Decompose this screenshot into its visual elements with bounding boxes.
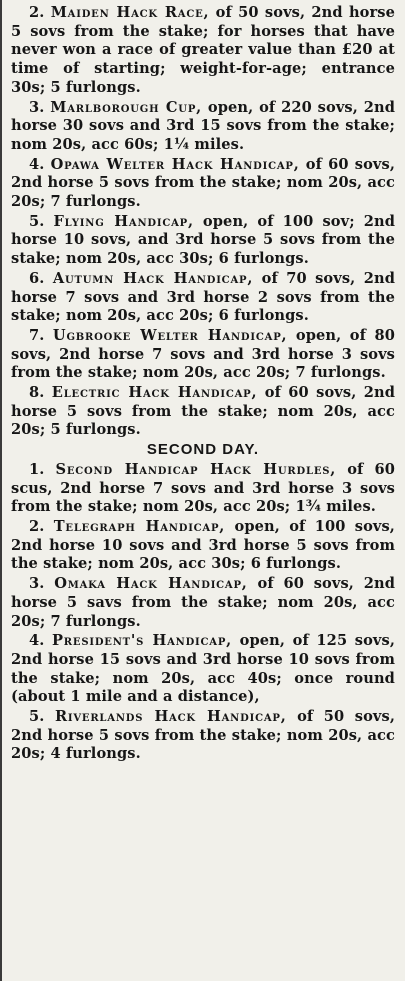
race-name: Autumn Hack Handicap, [52, 269, 254, 287]
race-number: 2. [29, 517, 45, 535]
race-number: 4. [29, 632, 45, 650]
race-number: 3. [29, 98, 45, 116]
race-details: of 50 sovs, 2nd horse 5 sovs from the stake; for horses that have never won a race of greater value than £20 at time of starting; weight-for-age; entrance 30s; 5 furlongs. [11, 4, 395, 96]
race-name: Maiden Hack Race, [50, 4, 210, 21]
race-name: Opawa Welter Hack Handicap, [50, 155, 300, 173]
race-entry [11, 213, 395, 269]
race-number: 8. [29, 384, 45, 402]
race-number: 5. [29, 212, 45, 230]
race-entry [11, 270, 395, 326]
race-entry [11, 575, 395, 631]
race-details: of 60 sovs, 2nd horse 5 savs from the stake; nom 20s, acc 20s; 7 furlongs. [11, 575, 396, 630]
race-details: open, of 80 sovs, 2nd horse 7 sovs and 3rd horse 3 sovs from the stake; nom 20s, acc 20s; 7 furlongs. [11, 326, 395, 382]
race-number: 2. [29, 4, 45, 21]
race-entry [11, 518, 395, 574]
race-number: 5. [29, 708, 45, 726]
race-details: of 50 sovs, 2nd horse 5 sovs from the stake; nom 20s, acc 20s; 4 furlongs. [11, 708, 396, 763]
race-details: of 60 scus, 2nd horse 7 sovs and 3rd horse 3 sovs from the stake; nom 20s, acc 20s; 1¾ miles. [11, 460, 395, 516]
race-name: Telegraph Handicap, [53, 517, 226, 535]
race-entry [11, 632, 395, 707]
race-name: Marlborough Cup, [50, 98, 203, 116]
race-details: of 60 sovs, 2nd horse 5 sovs from the stake; nom 20s, acc 20s; 5 furlongs. [11, 384, 395, 439]
race-details: open, of 220 sovs, 2nd horse 30 sovs and 3rd 15 sovs from the stake; nom 20s, acc 60s; 1¼ miles. [11, 98, 395, 153]
race-details: open, of 100 sov; 2nd horse 10 sovs, and 3rd horse 5 sovs from the stake; nom 20s, acc 30s; 6 furlongs. [11, 212, 395, 268]
race-details: of 60 sovs, 2nd horse 5 sovs from the stake; nom 20s, acc 20s; 7 furlongs. [11, 155, 396, 211]
race-name: Second Handicap Hack Hurdles, [55, 460, 337, 478]
race-name: President's Handicap, [52, 632, 233, 650]
race-details: open, of 100 sovs, 2nd horse 10 sovs and 3rd horse 5 sovs from the stake; nom 20s, acc 30s; 6 furlongs. [11, 517, 395, 573]
race-name: Omaka Hack Handicap, [54, 575, 248, 593]
race-number: 7. [29, 326, 45, 344]
section-heading: SECOND DAY. [146, 441, 260, 459]
race-entry [11, 327, 395, 383]
race-entry [11, 99, 395, 155]
race-entry [11, 461, 395, 517]
race-entry [11, 384, 395, 440]
race-name: Flying Handicap, [53, 212, 194, 230]
race-entry [11, 4, 395, 98]
race-name: Electric Hack Handicap, [51, 384, 258, 402]
race-details: of 70 sovs, 2nd horse 7 sovs and 3rd horse 2 sovs from the stake; nom 20s, acc 20s; 6 furlongs. [11, 269, 396, 325]
race-entry [11, 156, 395, 212]
race-number: 6. [29, 269, 45, 287]
race-number: 1. [29, 460, 45, 478]
race-entry [11, 708, 395, 764]
race-name: Ugbrooke Welter Handicap, [52, 326, 288, 344]
race-number: 4. [29, 155, 45, 173]
race-details: open, of 125 sovs, 2nd horse 15 sovs and 3rd horse 10 sovs from the stake; nom 20s, acc 40s; once round (about 1 mile and a distance), [11, 632, 396, 706]
race-number: 3. [29, 575, 45, 593]
race-name: Riverlands Hack Handicap, [54, 708, 287, 726]
